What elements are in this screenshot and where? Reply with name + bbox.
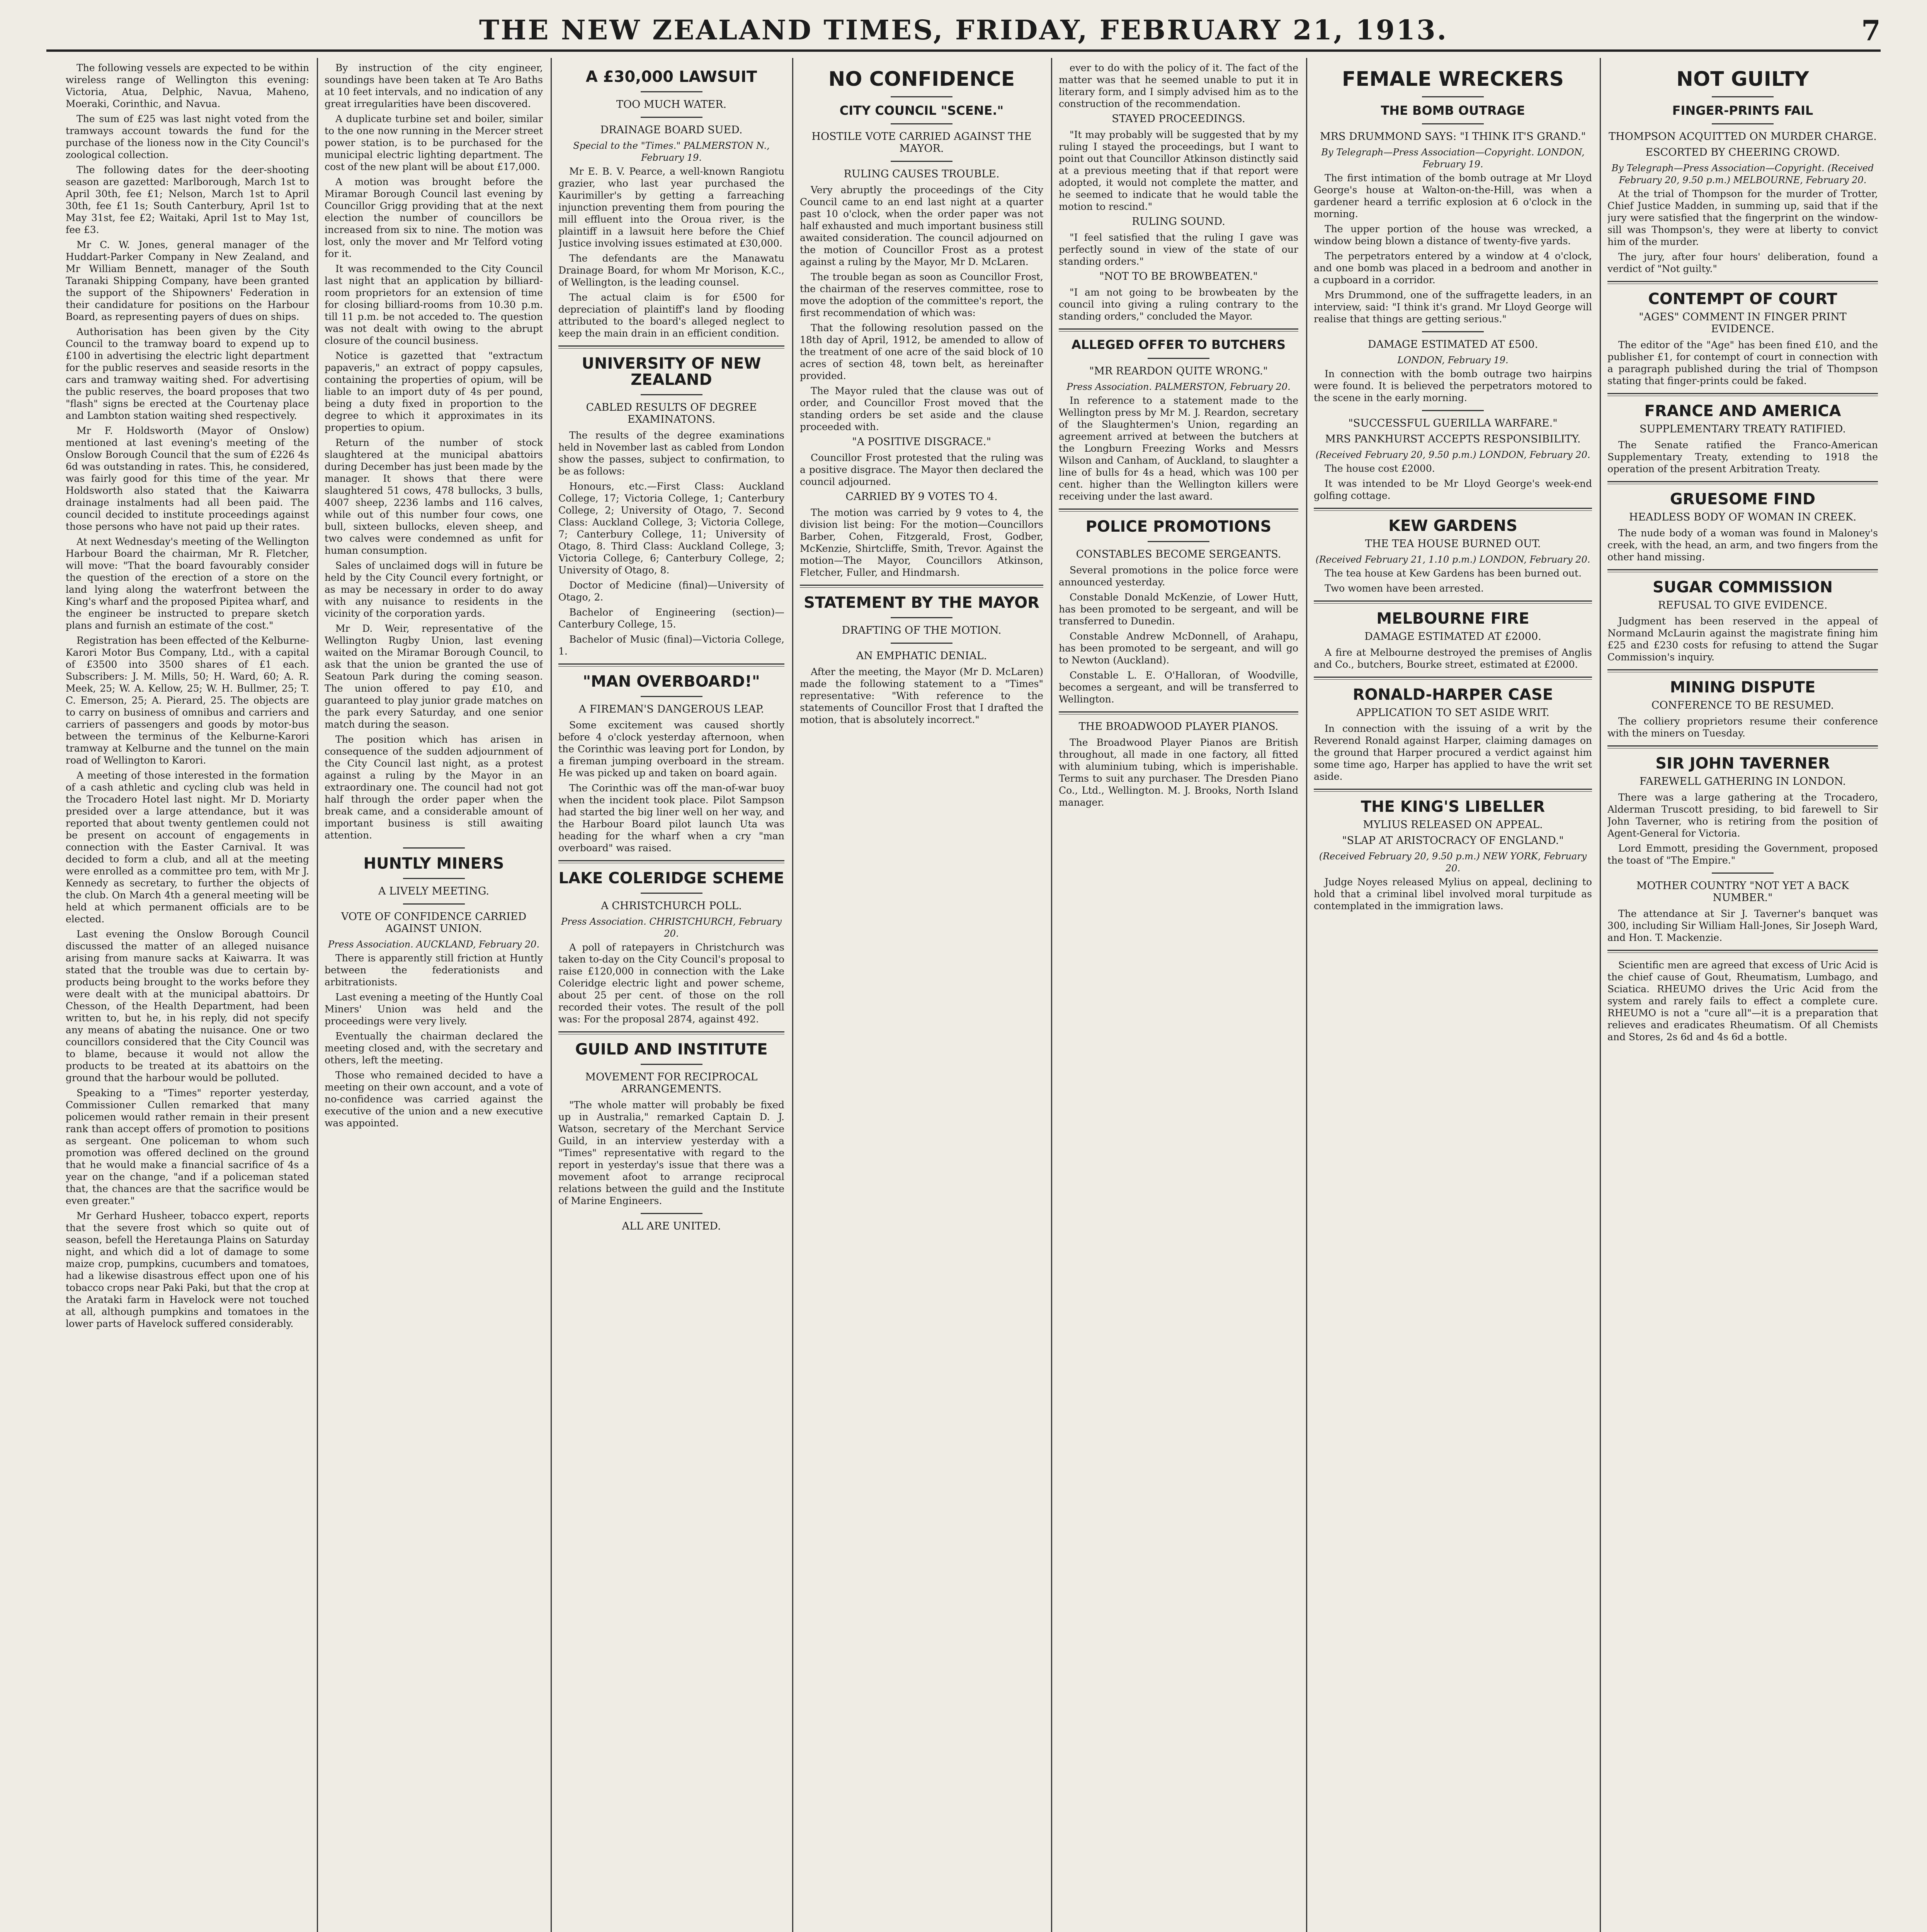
news-paragraph: "I feel satisfied that the ruling I gave was perfectly sound in view of the state of our standing orders." bbox=[1059, 232, 1298, 267]
news-paragraph: Return of the number of stock slaughtered at the municipal abattoirs during December has just been made by the manager. It shows that there were slaughtered 51 cows, 478 bullocks, 3 bulls, 4007 sheep, 2236 lambs and 116 calves, while out of this number four cows, one bull, sixteen bullocks, eleven sheep, and two calves were condemned as unfit for human consumption. bbox=[325, 437, 543, 556]
subheading: MOTHER COUNTRY "NOT YET A BACK NUMBER." bbox=[1636, 880, 1849, 904]
divider bbox=[1422, 96, 1484, 97]
subheading: TOO MUCH WATER. bbox=[616, 99, 727, 111]
news-paragraph: Sales of unclaimed dogs will in future be held by the City Council every fortnight, or as may be necessary in order to do away with any nuisance to residents in the vicinity of the corporation yards. bbox=[325, 560, 543, 619]
news-paragraph: Speaking to a "Times" reporter yesterday, Commissioner Cullen remarked that many policemen would rather remain in their present rank than accept offers of promotion to positions as sergeant. One policeman to whom such promotion was offered declined on the ground that he would make a financial sacrifice of 4s a year on the change, "and if a policeman stated that, the chances are that the sacrifice would be even greater." bbox=[66, 1087, 309, 1206]
headline-gruesome-find: GRUESOME FIND bbox=[1670, 490, 1816, 509]
divider bbox=[1607, 669, 1878, 672]
subheading: A CHRISTCHURCH POLL. bbox=[601, 900, 742, 912]
dateline: (Received February 20, 9.50 p.m.) LONDON, February 20. bbox=[1315, 449, 1590, 461]
divider bbox=[891, 617, 952, 618]
subheading: AN EMPHATIC DENIAL. bbox=[856, 650, 987, 662]
subheadline: CITY COUNCIL "SCENE." bbox=[839, 103, 1004, 118]
dateline: Press Association. AUCKLAND, February 20. bbox=[328, 939, 540, 950]
divider bbox=[1148, 358, 1209, 359]
news-paragraph: The position which has arisen in consequence of the sudden adjournment of the City Council last night, as a protest against a ruling by the Mayor in an extraordinary one. The council had not got half through the order paper when the break came, and a considerable amount of important business is still awaiting attention. bbox=[325, 734, 543, 841]
news-paragraph: The Mayor ruled that the clause was out of order, and Councillor Frost moved that the standing orders be set aside and the clause proceeded with. bbox=[800, 385, 1043, 433]
news-paragraph: Mr D. Weir, representative of the Wellington Rugby Union, last evening waited on the Miramar Borough Council, to ask that the union be granted the use of Seatoun Park during the coming season. The union offered to pay £10, and guaranteed to play junior grade matches on the park every Saturday, and one senior match during the season. bbox=[325, 623, 543, 730]
dateline: By Telegraph—Press Association—Copyright. LONDON, February 19. bbox=[1321, 147, 1585, 170]
headline-kings-libeller: THE KING'S LIBELLER bbox=[1361, 798, 1545, 816]
divider bbox=[558, 860, 784, 863]
divider bbox=[1059, 509, 1298, 512]
news-paragraph: The first intimation of the bomb outrage at Mr Lloyd George's house at Walton-on-the-Hill, was when a gardener heard a terrific explosion at 6 o'clock in the morning. bbox=[1314, 172, 1592, 220]
column-rule bbox=[551, 58, 552, 1932]
news-paragraph: "It may probably will be suggested that by my ruling I stayed the proceedings, but I want to point out that Councillor Atkinson distinctly said at a previous meeting that if that report were adopted, it would not complete the matter, and he seemed to indicate that he would table the motion to rescind." bbox=[1059, 129, 1298, 212]
news-paragraph: The Corinthic was off the man-of-war buoy when the incident took place. Pilot Sampson had started the big liner well on her way, and the Harbour Board pilot launch Uta was heading for the wharf when a cry "man overboard" was raised. bbox=[558, 782, 784, 854]
dateline: LONDON, February 19. bbox=[1397, 355, 1509, 366]
subheadline: FINGER-PRINTS FAIL bbox=[1672, 103, 1813, 118]
news-paragraph: There is apparently still friction at Huntly between the federationists and arbitrationists. bbox=[325, 952, 543, 988]
subheading: "NOT TO BE BROWBEATEN." bbox=[1099, 270, 1258, 282]
advertisement-text: Scientific men are agreed that excess of Uric Acid is the chief cause of Gout, Rheumatism, Lumbago, and Sciatica. RHEUMO drives the Uric Acid from the system and rarely fails to effect a complete cure. RHEUMO is not a "cure all"—it is a preparation that relieves and eradicates Rheumatism. Of all Chemists and Stores, 2s 6d and 4s 6d a bottle. bbox=[1607, 959, 1878, 1043]
subheading: THE TEA HOUSE BURNED OUT. bbox=[1365, 538, 1541, 550]
news-paragraph: Constable Andrew McDonnell, of Arahapu, has been promoted to be sergeant, and will go to Newton (Auckland). bbox=[1059, 630, 1298, 666]
divider bbox=[1607, 950, 1878, 953]
divider bbox=[403, 878, 465, 879]
news-paragraph: The sum of £25 was last night voted from the tramways account towards the fund for the purchase of the lioness now in the City Council's zoological collection. bbox=[66, 113, 309, 160]
headline-guild-institute: GUILD AND INSTITUTE bbox=[575, 1041, 768, 1058]
column-6 bbox=[1314, 62, 1592, 1932]
advertisement-text: The Broadwood Player Pianos are British throughout, all made in one factory, all fitted with aluminium tubing, which is imperishable. Terms to suit any purchaser. The Dresden Piano Co., Ltd., Wellington. M. J. Brooks, North Island manager. bbox=[1059, 736, 1298, 808]
news-paragraph: Mr C. W. Jones, general manager of the Huddart-Parker Company in New Zealand, and Mr William Bennett, manager of the South Taranaki Shipping Company, have been granted the support of the Shipowners' Federation in their candidature for positions on the Harbour Board, as representing payers of dues on ships. bbox=[66, 239, 309, 322]
news-paragraph: Mr Gerhard Husheer, tobacco expert, reports that the severe frost which so quite out of season, befell the Heretaunga Plains on Saturday night, and which did a lot of damage to some maize crop, pumpkins, cucumbers and tomatoes, had a likewise disastrous effect upon one of his tobacco crops near Paki Paki, but that the crop at the Arataki farm in Havelock were not touched at all, although pumpkins and tomatoes in the lower parts of Havelock suffered considerably. bbox=[66, 1210, 309, 1329]
headline-sir-john-taverner: SIR JOHN TAVERNER bbox=[1655, 755, 1830, 773]
news-paragraph: Very abruptly the proceedings of the City Council came to an end last night at a quarter past 10 o'clock, when the order paper was not half exhausted and much important business still awaited consideration. The council adjourned on the motion of Councillor Frost as a protest against a ruling by the Mayor, Mr D. McLaren. bbox=[800, 184, 1043, 268]
news-paragraph: The colliery proprietors resume their conference with the miners on Tuesday. bbox=[1607, 716, 1878, 739]
advertisement-heading: THE BROADWOOD PLAYER PIANOS. bbox=[1078, 720, 1279, 733]
news-paragraph: Judgment has been reserved in the appeal of Normand McLaurin against the magistrate fining him £25 and £230 costs for refusing to attend the Sugar Commission's inquiry. bbox=[1607, 616, 1878, 663]
page-number: 7 bbox=[1861, 14, 1881, 47]
divider bbox=[1314, 677, 1592, 680]
news-paragraph: A fire at Melbourne destroyed the premises of Anglis and Co., butchers, Bourke street, estimated at £2000. bbox=[1314, 647, 1592, 670]
subheading: CABLED RESULTS OF DEGREE EXAMINATONS. bbox=[586, 401, 757, 425]
subheading: HEADLESS BODY OF WOMAN IN CREEK. bbox=[1629, 511, 1857, 524]
news-paragraph: In connection with the issuing of a writ by the Reverend Ronald against Harper, claiming damages on the ground that Harper procured a verdict against him some time ago, Harper has applied to have the writ set aside. bbox=[1314, 723, 1592, 782]
divider bbox=[1712, 872, 1774, 874]
dateline: Special to the "Times." PALMERSTON N., February 19. bbox=[573, 140, 770, 163]
headline-female-wreckers: FEMALE WRECKERS bbox=[1342, 68, 1564, 91]
divider bbox=[1148, 541, 1209, 542]
news-paragraph: A poll of ratepayers in Christchurch was taken to-day on the City Council's proposal to raise £120,000 in connection with the Lake Coleridge electric light and power scheme, about 25 per cent. of those on the roll recorded their votes. The result of the poll was: For the proposal 2874, against 492. bbox=[558, 942, 784, 1025]
headline-huntly-miners: HUNTLY MINERS bbox=[363, 855, 504, 872]
dateline: (Received February 21, 1.10 p.m.) LONDON, February 20. bbox=[1315, 554, 1590, 565]
news-paragraph: Lord Emmott, presiding the Government, proposed the toast of "The Empire." bbox=[1607, 843, 1878, 866]
subheading: VOTE OF CONFIDENCE CARRIED AGAINST UNION. bbox=[341, 911, 527, 935]
divider bbox=[1607, 393, 1878, 396]
news-paragraph: A meeting of those interested in the formation of a cash athletic and cycling club was held in the Trocadero Hotel last night. Mr D. Moriarty presided over a large attendance, but it was reported that about twenty gentlemen could not be present on account of engagements in connection with the Easter Carnival. It was decided to form a club, and all at the meeting were enrolled as a committee pro tem, with Mr J. Kennedy as secretary, to further the objects of the club. On March 4th a general meeting will be held at which permanent officials are to be elected. bbox=[66, 770, 309, 925]
subheading: "SUCCESSFUL GUERILLA WARFARE." bbox=[1348, 417, 1558, 430]
subheading: DRAINAGE BOARD SUED. bbox=[600, 124, 743, 136]
subheading: A FIREMAN'S DANGEROUS LEAP. bbox=[578, 703, 764, 715]
column-rule bbox=[1600, 58, 1601, 1932]
subheading: MRS DRUMMOND SAYS: "I THINK IT'S GRAND." bbox=[1320, 131, 1586, 143]
news-paragraph: In connection with the bomb outrage two hairpins were found. It is believed the perpetrators motored to the scene in the early morning. bbox=[1314, 368, 1592, 404]
news-paragraph: The actual claim is for £500 for depreciation of plaintiff's land by flooding attributed to the board's alleged neglect to keep the main drain in an efficient condition. bbox=[558, 292, 784, 339]
headline-sugar-commission: SUGAR COMMISSION bbox=[1653, 578, 1833, 597]
divider bbox=[1607, 481, 1878, 484]
news-paragraph: The following vessels are expected to be within wireless range of Wellington this evening: Victoria, Atua, Delphic, Navua, Maheno, Moeraki, Corinthic, and Navua. bbox=[66, 62, 309, 109]
divider bbox=[1059, 328, 1298, 332]
news-paragraph: The perpetrators entered by a window at 4 o'clock, and one bomb was placed in a bedroom and another in a cupboard in a corridor. bbox=[1314, 250, 1592, 286]
news-paragraph: The trouble began as soon as Councillor Frost, the chairman of the reserves committee, rose to move the adoption of the committee's report, the first recommendation of which was: bbox=[800, 271, 1043, 319]
divider bbox=[1422, 410, 1484, 411]
headline-no-confidence: NO CONFIDENCE bbox=[828, 68, 1015, 91]
news-paragraph: The defendants are the Manawatu Drainage Board, for whom Mr Morison, K.C., of Wellington, is the leading counsel. bbox=[558, 253, 784, 288]
news-paragraph: The Senate ratified the Franco-American Supplementary Treaty, extending to 1918 the operation of the present Arbitration Treaty. bbox=[1607, 439, 1878, 475]
divider bbox=[1059, 711, 1298, 714]
divider bbox=[1314, 508, 1592, 511]
news-paragraph: "I am not going to be browbeaten by the council into giving a ruling contrary to the standing orders," concluded the Mayor. bbox=[1059, 287, 1298, 322]
column-2 bbox=[325, 62, 543, 1932]
news-paragraph: Those who remained decided to have a meeting on their own account, and a vote of no-confidence was carried against the executive of the union and a new executive was appointed. bbox=[325, 1070, 543, 1129]
column-rule bbox=[1306, 58, 1307, 1932]
subheading: DAMAGE ESTIMATED AT £500. bbox=[1367, 338, 1538, 351]
divider bbox=[641, 1213, 702, 1214]
headline-contempt-of-court: CONTEMPT OF COURT bbox=[1648, 290, 1837, 308]
subheading: REFUSAL TO GIVE EVIDENCE. bbox=[1658, 599, 1828, 612]
masthead-title: THE NEW ZEALAND TIMES, FRIDAY, FEBRUARY 21, 1913. bbox=[479, 14, 1448, 46]
news-paragraph: Constable Donald McKenzie, of Lower Hutt, has been promoted to be sergeant, and will be transferred to Dunedin. bbox=[1059, 591, 1298, 627]
divider bbox=[641, 893, 702, 894]
news-paragraph: That the following resolution passed on the 18th day of April, 1912, be amended to allow of the treatment of one acre of the said block of 10 acres of section 48, town belt, as hereinafter provided. bbox=[800, 322, 1043, 382]
subheading: A LIVELY MEETING. bbox=[378, 885, 490, 897]
news-paragraph: Judge Noyes released Mylius on appeal, declining to hold that a criminal libel involved moral turpitude as contemplated in the immigration laws. bbox=[1314, 876, 1592, 912]
news-paragraph: Mr F. Holdsworth (Mayor of Onslow) mentioned at last evening's meeting of the Onslow Borough Council that the sum of £226 4s 6d was outstanding in rates. This, he considered, was fairly good for this time of the year. Mr Holdsworth also stated that the Kaiwarra drainage instalments had all been paid. The council decided to institute proceedings against those persons who have not paid up their rates. bbox=[66, 425, 309, 532]
news-paragraph: Two women have been arrested. bbox=[1325, 583, 1484, 594]
divider bbox=[891, 123, 952, 124]
column-rule bbox=[1051, 58, 1052, 1932]
news-paragraph: It was intended to be Mr Lloyd George's week-end golfing cottage. bbox=[1314, 478, 1592, 502]
headline-kew-gardens: KEW GARDENS bbox=[1388, 517, 1517, 535]
subheading: RULING SOUND. bbox=[1132, 216, 1225, 228]
column-7 bbox=[1607, 62, 1878, 1932]
news-paragraph: The nude body of a woman was found in Maloney's creek, with the head, an arm, and two fingers from the other hand missing. bbox=[1607, 527, 1878, 563]
divider bbox=[641, 696, 702, 697]
news-paragraph: In reference to a statement made to the Wellington press by Mr M. J. Reardon, secretary of the Slaughtermen's Union, regarding an agreement arrived at between the butchers at the Longburn Freezing Works and Messrs Wilson and Canham, of Auckland, to slaughter a line of bulls for 4s a head, which was 100 per cent. higher than the Wellington killers were receiving under the last award. bbox=[1059, 395, 1298, 502]
divider bbox=[1607, 745, 1878, 748]
news-paragraph: At the trial of Thompson for the murder of Trotter, Chief Justice Madden, in summing up, said that if the jury were satisfied that the fingerprint on the window-sill was Thompson's, they were at liberty to convict him of the murder. bbox=[1607, 188, 1878, 248]
subheading: FAREWELL GATHERING IN LONDON. bbox=[1639, 776, 1846, 788]
subheading: CONFERENCE TO BE RESUMED. bbox=[1651, 699, 1834, 712]
news-paragraph: A duplicate turbine set and boiler, similar to the one now running in the Mercer street power station, is to be purchased for the municipal electric lighting department. The cost of the new plant will be about £17,000. bbox=[325, 113, 543, 172]
news-paragraph: The results of the degree examinations held in November last as cabled from London show the passes, subject to confirmation, to be as follows: bbox=[558, 430, 784, 477]
headline-statement-mayor: STATEMENT BY THE MAYOR bbox=[804, 594, 1039, 612]
news-paragraph: The motion was carried by 9 votes to 4, the division list being: For the motion—Councillors Barber, Cohen, Fitzgerald, Frost, Godber, McKenzie, Shirtcliffe, Smith, Trevor. Against the motion—The Mayor, Councillors Atkinson, Fletcher, Fuller, and Hindmarsh. bbox=[800, 507, 1043, 578]
news-paragraph: Notice is gazetted that "extractum papaveris," an extract of poppy capsules, containing the properties of opium, will be liable to an import duty of 4s per pound, being a duty fixed in proportion to the degree to which it approximates in its properties to opium. bbox=[325, 350, 543, 433]
divider bbox=[1422, 123, 1484, 124]
news-paragraph: The attendance at Sir J. Taverner's banquet was 300, including Sir William Hall-Jones, Sir Joseph Ward, and Hon. T. Mackenzie. bbox=[1607, 908, 1878, 944]
headline-france-america: FRANCE AND AMERICA bbox=[1644, 402, 1841, 420]
news-paragraph: After the meeting, the Mayor (Mr D. McLaren) made the following statement to a "Times" representative: "With reference to the statements of Councillor Frost that I drafted the motion, that is absolutely incorrect." bbox=[800, 666, 1043, 726]
news-paragraph: Bachelor of Engineering (section)—Canterbury College, 15. bbox=[558, 607, 784, 630]
headline-ronald-harper: RONALD-HARPER CASE bbox=[1352, 686, 1553, 704]
news-paragraph: By instruction of the city engineer, soundings have been taken at Te Aro Baths at 10 feet intervals, and no indication of any great irregularities have been discovered. bbox=[325, 62, 543, 109]
news-paragraph: The tea house at Kew Gardens has been burned out. bbox=[1325, 568, 1582, 579]
subheading: CONSTABLES BECOME SERGEANTS. bbox=[1076, 548, 1281, 560]
divider bbox=[558, 663, 784, 667]
divider bbox=[1607, 281, 1878, 284]
news-paragraph: The upper portion of the house was wrecked, a window being blown a distance of twenty-five yards. bbox=[1314, 223, 1592, 247]
divider bbox=[558, 345, 784, 349]
divider bbox=[1712, 123, 1774, 124]
dateline: Press Association. PALMERSTON, February 20. bbox=[1066, 381, 1291, 392]
news-paragraph: Last evening a meeting of the Huntly Coal Miners' Union was held and the proceedings were very lively. bbox=[325, 992, 543, 1027]
divider bbox=[558, 1031, 784, 1034]
divider bbox=[1607, 569, 1878, 572]
subheading: APPLICATION TO SET ASIDE WRIT. bbox=[1356, 707, 1549, 719]
subheading: SUPPLEMENTARY TREATY RATIFIED. bbox=[1639, 423, 1846, 435]
column-rule bbox=[317, 58, 318, 1932]
news-paragraph: ever to do with the policy of it. The fact of the matter was that he seemed unable to put it in literary form, and I simply advised him as to the construction of the recommendation. bbox=[1059, 62, 1298, 109]
news-paragraph: Authorisation has been given by the City Council to the tramway board to expend up to £100 in advertising the electric light department for the public reserves and seaside resorts in the cars and tramway waiting shed. For advertising the public reserves, the board proposes that two "flash" signs be erected at the Courtenay place and Lambton station waiting shed respectively. bbox=[66, 326, 309, 421]
news-paragraph: It was recommended to the City Council last night that an application by billiard-room proprietors for an extension of time for closing billiard-rooms from 10.30 p.m. till 11 p.m. be not acceded to. The question was not dealt with owing to the abrupt closure of the council business. bbox=[325, 263, 543, 346]
divider bbox=[403, 903, 465, 905]
subheading: DRAFTING OF THE MOTION. bbox=[842, 624, 1002, 637]
divider bbox=[1422, 331, 1484, 332]
news-paragraph: A motion was brought before the Miramar Borough Council last evening by Councillor Grigg providing that at the next election the number of councillors be increased from six to nine. The motion was lost, only the mover and Mr Telford voting for it. bbox=[325, 176, 543, 259]
subheading: DAMAGE ESTIMATED AT £2000. bbox=[1364, 631, 1541, 643]
subheading: MYLIUS RELEASED ON APPEAL. bbox=[1363, 819, 1543, 831]
divider bbox=[891, 161, 952, 162]
news-paragraph: The jury, after four hours' deliberation, found a verdict of "Not guilty." bbox=[1607, 251, 1878, 275]
column-rule bbox=[792, 58, 793, 1932]
headline-mining-dispute: MINING DISPUTE bbox=[1670, 679, 1816, 697]
divider bbox=[403, 847, 465, 849]
news-paragraph: Registration has been effected of the Kelburne-Karori Motor Bus Company, Ltd., with a capital of £3500 into 3500 shares of £1 each. Subscribers: J. M. Mills, 50; H. Ward, 60; A. R. Meek, 25; W. A. Kellow, 25; W. H. Bullmer, 25; T. C. Emerson, 25; A. Pierard, 25. The objects are to carry on business of omnibus and carriers and carriers of passengers and goods by motor-bus between the terminus of the Kelburne-Karori tramway at Kelburne and the tunnel on the main road of Wellington to Karori. bbox=[66, 635, 309, 766]
headline-university: UNIVERSITY OF NEW ZEALAND bbox=[582, 355, 761, 389]
news-paragraph: Bachelor of Music (final)—Victoria College, 1. bbox=[558, 634, 784, 657]
subheading: "SLAP AT ARISTOCRACY OF ENGLAND." bbox=[1342, 835, 1564, 847]
news-paragraph: At next Wednesday's meeting of the Wellington Harbour Board the chairman, Mr R. Fletcher, will move: "That the board favourably consider the question of the erection of a store on the land lying along the waterfront between the King's wharf and the proposed Pipitea wharf, and the engineer be instructed to prepare sketch plans and furnish an estimate of the cost." bbox=[66, 536, 309, 631]
divider bbox=[800, 585, 1043, 588]
news-paragraph: Several promotions in the police force were announced yesterday. bbox=[1059, 564, 1298, 588]
news-paragraph: The house cost £2000. bbox=[1325, 463, 1435, 474]
news-paragraph: Last evening the Onslow Borough Council discussed the matter of an alleged nuisance arising from manure sacks at Kaiwarra. It was stated that the trouble was due to certain by-products being brought to the works before they were dealt with at the municipal abattoirs. Dr Chesson, of the Health Department, had been written to, but he, in his reply, did not specify any means of abating the nuisance. One or two councillors considered that the City Council was to blame, because it would not allow the products to be treated at its abattoirs on the ground that the harbour would be polluted. bbox=[66, 929, 309, 1083]
headline-lake-coleridge: LAKE COLERIDGE SCHEME bbox=[558, 869, 784, 887]
subheading: HOSTILE VOTE CARRIED AGAINST THE MAYOR. bbox=[811, 131, 1032, 155]
divider bbox=[1712, 96, 1774, 97]
subheading: ESCORTED BY CHEERING CROWD. bbox=[1645, 146, 1840, 159]
news-paragraph: The editor of the "Age" has been fined £10, and the publisher £1, for contempt of court in connection with a paragraph published during the trial of Thompson stating that finger-prints could be faked. bbox=[1607, 339, 1878, 387]
news-paragraph: Eventually the chairman declared the meeting closed and, with the secretary and others, left the meeting. bbox=[325, 1031, 543, 1066]
divider bbox=[1314, 789, 1592, 792]
subheadline: THE BOMB OUTRAGE bbox=[1381, 103, 1525, 118]
news-paragraph: Doctor of Medicine (final)—University of Otago, 2. bbox=[558, 580, 784, 603]
headline-not-guilty: NOT GUILTY bbox=[1676, 68, 1809, 91]
dateline: Press Association. CHRISTCHURCH, February 20. bbox=[561, 916, 782, 939]
column-1 bbox=[66, 62, 309, 1932]
subheading: CARRIED BY 9 VOTES TO 4. bbox=[845, 491, 998, 503]
subheading: ALL ARE UNITED. bbox=[622, 1220, 721, 1232]
news-paragraph: "The whole matter will probably be fixed up in Australia," remarked Captain D. J. Watson, secretary of the Merchant Service Guild, in an interview yesterday with a "Times" representative with regard to the report in yesterday's issue that there was a movement afoot to arrange reciprocal relations between the guild and the Institute of Marine Engineers. bbox=[558, 1099, 784, 1206]
divider bbox=[641, 1064, 702, 1065]
news-paragraph: Mr E. B. V. Pearce, a well-known Rangiotu grazier, who last year purchased the Kaurimiller's by getting a farreaching injunction preventing them from pouring the mill effluent into the Oroua river, is the plaintiff in a lawsuit here before the Chief Justice involving issues estimated at £30,000. bbox=[558, 166, 784, 249]
subheading: RULING CAUSES TROUBLE. bbox=[844, 168, 1000, 180]
divider bbox=[1314, 600, 1592, 604]
column-5 bbox=[1059, 62, 1298, 1932]
headline-lawsuit: A £30,000 LAWSUIT bbox=[585, 68, 757, 86]
dateline: (Received February 20, 9.50 p.m.) NEW YORK, February 20. bbox=[1319, 851, 1587, 874]
news-paragraph: Mrs Drummond, one of the suffragette leaders, in an interview, said: "I think it's grand. Mr Lloyd George will realise that things are getting serious." bbox=[1314, 289, 1592, 325]
subheading: STAYED PROCEEDINGS. bbox=[1112, 113, 1245, 125]
masthead bbox=[46, 14, 1881, 52]
news-paragraph: Councillor Frost protested that the ruling was a positive disgrace. The Mayor then declared the council adjourned. bbox=[800, 452, 1043, 488]
news-paragraph: The following dates for the deer-shooting season are gazetted: Marlborough, March 1st to April 30th, fee £1; Nelson, March 1st to April 30th, fee £1 1s; South Canterbury, April 1st to May 31st, fee £2; Waitaki, April 1st to May 1st, fee £3. bbox=[66, 164, 309, 235]
subheading: "A POSITIVE DISGRACE." bbox=[852, 436, 991, 448]
divider bbox=[891, 96, 952, 97]
subheading: MRS PANKHURST ACCEPTS RESPONSIBILITY. bbox=[1325, 433, 1581, 446]
news-paragraph: Honours, etc.—First Class: Auckland College, 17; Victoria College, 1; Canterbury College, 2; University of Otago, 7. Second Class: Auckland College, 3; Victoria College, 7; Canterbury College, 11; University of Otago, 8. Third Class: Auckland College, 3; Victoria College, 6; Canterbury College, 2; University of Otago, 8. bbox=[558, 481, 784, 576]
subheading: THOMPSON ACQUITTED ON MURDER CHARGE. bbox=[1609, 131, 1877, 143]
news-paragraph: Constable L. E. O'Halloran, of Woodville, becomes a sergeant, and will be transferred to Wellington. bbox=[1059, 669, 1298, 705]
headline-police-promotions: POLICE PROMOTIONS bbox=[1085, 517, 1272, 536]
headline-man-overboard: "MAN OVERBOARD!" bbox=[583, 673, 760, 690]
divider bbox=[641, 91, 702, 92]
dateline: By Telegraph—Press Association—Copyright. (Received February 20, 9.50 p.m.) MELBOURNE, February 20. bbox=[1611, 163, 1874, 186]
divider bbox=[641, 117, 702, 118]
column-3 bbox=[558, 62, 784, 1932]
subheading: MOVEMENT FOR RECIPROCAL ARRANGEMENTS. bbox=[585, 1071, 758, 1095]
news-paragraph: Some excitement was caused shortly before 4 o'clock yesterday afternoon, when the Corinthic was leaving port for London, by a fireman jumping overboard in the stream. He was picked up and taken on board again. bbox=[558, 719, 784, 779]
headline-alleged-offer: ALLEGED OFFER TO BUTCHERS bbox=[1072, 337, 1286, 352]
divider bbox=[641, 394, 702, 395]
subheading: "MR REARDON QUITE WRONG." bbox=[1089, 365, 1268, 377]
column-4 bbox=[800, 62, 1043, 1932]
divider bbox=[891, 643, 952, 644]
headline-melbourne-fire: MELBOURNE FIRE bbox=[1376, 610, 1529, 628]
subheading: "AGES" COMMENT IN FINGER PRINT EVIDENCE. bbox=[1639, 311, 1847, 335]
news-paragraph: There was a large gathering at the Trocadero, Alderman Truscott presiding, to bid farewell to Sir John Taverner, who is retiring from the position of Agent-General for Victoria. bbox=[1607, 792, 1878, 839]
